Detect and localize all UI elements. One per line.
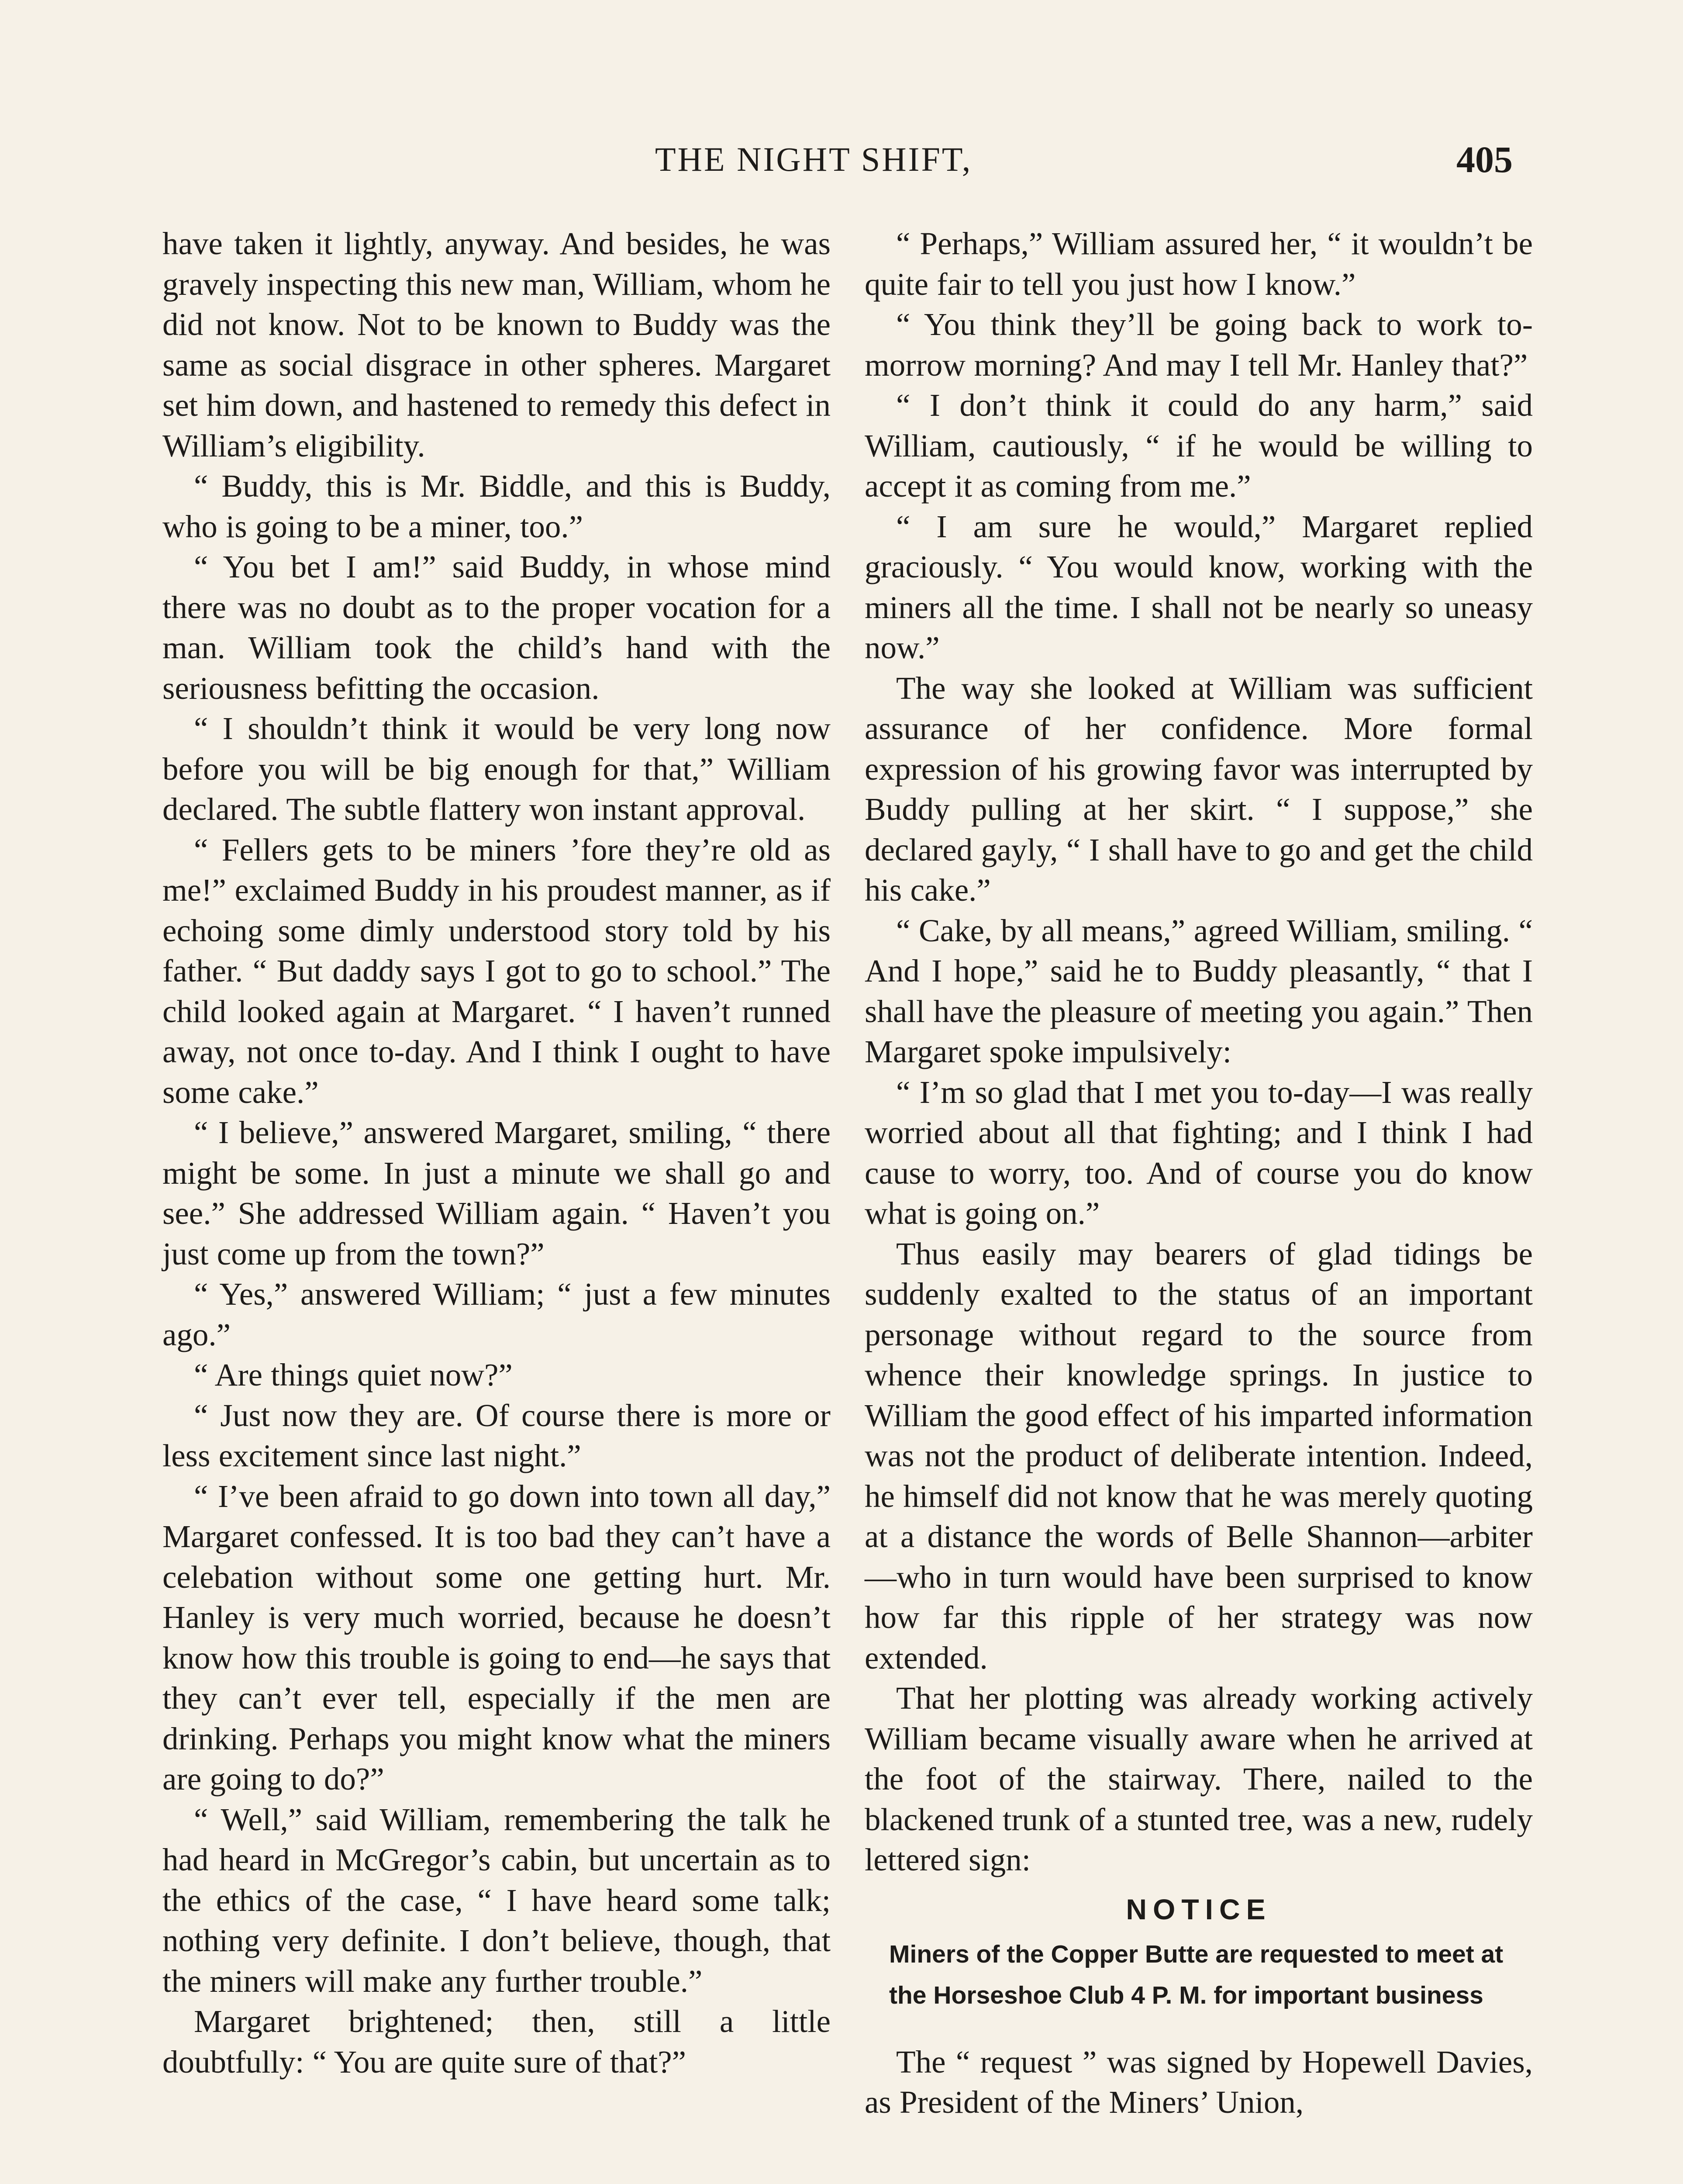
notice-title: NOTICE	[1126, 1893, 1272, 1925]
paragraph: “ I’m so glad that I met you to-day—I was really worried about all that fighting; and I think I had cause to worry, too. And of course you do know what is going on.”	[865, 1074, 1533, 1231]
paragraph: “ You think they’ll be going back to work to-morrow morning? And may I tell Mr. Hanley that?”	[865, 307, 1533, 383]
running-title: THE NIGHT SHIFT,	[655, 140, 973, 178]
right-column	[865, 224, 1533, 2123]
paragraph: “ Buddy, this is Mr. Biddle, and this is Buddy, who is going to be a miner, too.”	[162, 468, 831, 544]
paragraph: That her plotting was already working actively William became visually aware when he arrived at the foot of the stairway. There, nailed to the blackened trunk of a stunted tree, was a new, rudely lettered sign:	[865, 1680, 1533, 1877]
paragraph: “ Cake, by all means,” agreed William, smiling. “ And I hope,” said he to Buddy pleasantly, “ that I shall have the pleasure of meeting you again.” Then Margaret spoke impulsively:	[865, 912, 1533, 1069]
paragraph: “ Yes,” answered William; “ just a few minutes ago.”	[162, 1276, 831, 1352]
paragraph: “ I don’t think it could do any harm,” said William, cautiously, “ if he would be willing to accept it as coming from me.”	[865, 387, 1533, 504]
paragraph: “ You bet I am!” said Buddy, in whose mind there was no doubt as to the proper vocation for a man. William took the child’s hand with the seriousness befitting the occasion.	[162, 549, 831, 706]
paragraph: “ Just now they are. Of course there is more or less excitement since last night.”	[162, 1397, 831, 1473]
paragraph: have taken it lightly, anyway. And besides, he was gravely inspecting this new man, William, whom he did not know. Not to be known to Buddy was the same as social disgrace in other spheres. Margaret set him down, and hastened to remedy this defect in William’s eligibility.	[162, 226, 831, 463]
notice-body: Miners of the Copper Butte are requested to meet at the Horseshoe Club 4 P. M. for important business	[889, 1940, 1504, 2009]
paragraph: “ Perhaps,” William assured her, “ it wouldn’t be quite fair to tell you just how I know.”	[865, 226, 1533, 302]
left-column	[162, 224, 831, 2082]
paragraph: The way she looked at William was sufficient assurance of her confidence. More formal expression of his growing favor was interrupted by Buddy pulling at her skirt. “ I suppose,” she declared gayly, “ I shall have to go and get the child his cake.”	[865, 670, 1533, 908]
paragraph: “ I believe,” answered Margaret, smiling, “ there might be some. In just a minute we shall go and see.” She addressed William again. “ Haven’t you just come up from the town?”	[162, 1115, 831, 1272]
paragraph: “ I shouldn’t think it would be very long now before you will be big enough for that,” William declared. The subtle flattery won instant approval.	[162, 711, 831, 827]
paragraph: “ Are things quiet now?”	[194, 1357, 513, 1393]
page-number: 405	[1456, 138, 1513, 180]
paragraph: “ I’ve been afraid to go down into town all day,” Margaret confessed. It is too bad they can’t have a celebation without some one getting hurt. Mr. Hanley is very much worried, because he doesn’t know how this trouble is going to end—he says that they can’t ever tell, especially if the men are drinking. Perhaps you might know what the miners are going to do?”	[162, 1478, 831, 1797]
paragraph: “ I am sure he would,” Margaret replied graciously. “ You would know, working with the miners all the time. I shall not be nearly so uneasy now.”	[865, 508, 1533, 665]
paragraph: “ Well,” said William, remembering the talk he had heard in McGregor’s cabin, but uncertain as to the ethics of the case, “ I have heard some talk; nothing very definite. I don’t believe, though, that the miners will make any further trouble.”	[162, 1801, 831, 1999]
paragraph: Margaret brightened; then, still a little doubtfully: “ You are quite sure of that?”	[162, 2004, 831, 2080]
notice-sign	[865, 1887, 1533, 2016]
paragraph: Thus easily may bearers of glad tidings be suddenly exalted to the status of an important personage without regard to the source from whence their knowledge springs. In justice to William the good effect of his imparted information was not the product of deliberate intention. Indeed, he himself did not know that he was merely quoting at a distance the words of Belle Shannon—arbiter—who in turn would have been surprised to know how far this ripple of her strategy was now extended.	[865, 1236, 1533, 1676]
paragraph: The “ request ” was signed by Hopewell Davies, as President of the Miners’ Union,	[865, 2044, 1533, 2120]
paragraph: “ Fellers gets to be miners ’fore they’re old as me!” exclaimed Buddy in his proudest manner, as if echoing some dimly understood story told by his father. “ But daddy says I got to go to school.” The child looked again at Margaret. “ I haven’t runned away, not once to-day. And I think I ought to have some cake.”	[162, 832, 831, 1110]
running-head	[0, 138, 1683, 190]
